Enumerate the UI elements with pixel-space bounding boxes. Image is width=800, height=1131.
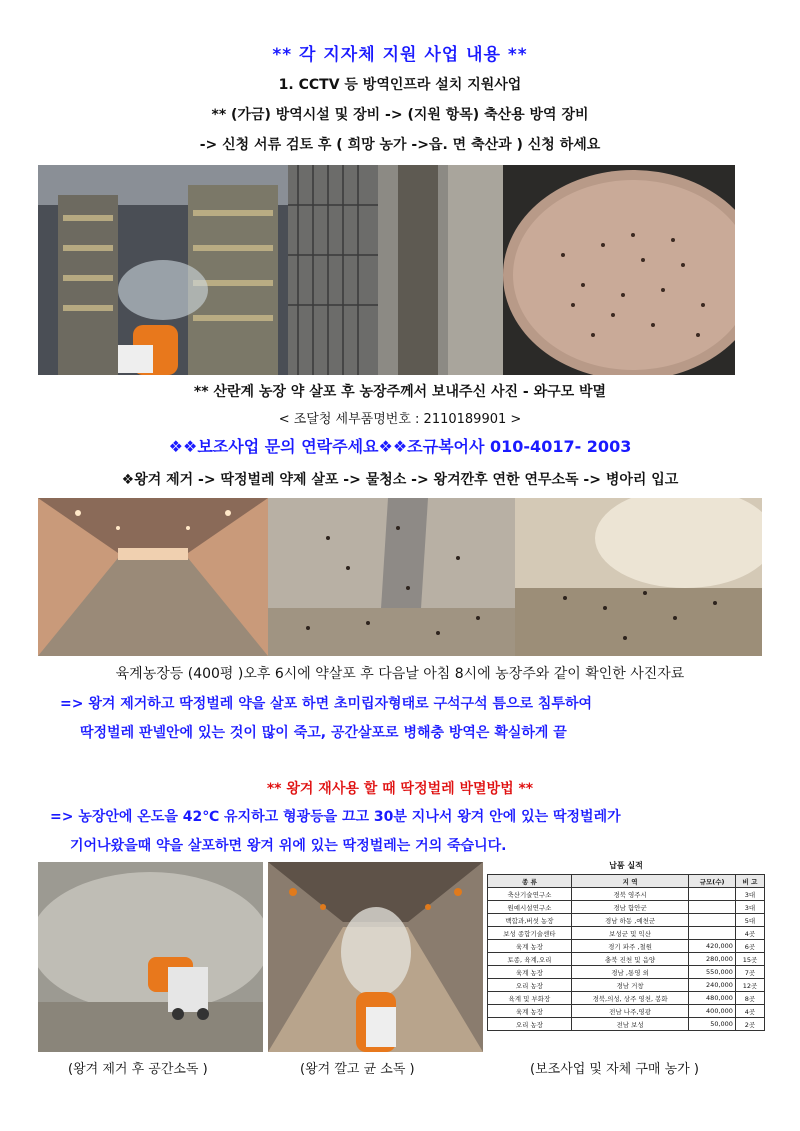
photo-cage-spraying <box>38 165 288 375</box>
table-row <box>488 1005 765 1018</box>
sales-table <box>487 874 765 1031</box>
table-row <box>488 901 765 914</box>
table-cell: 5대 <box>735 914 764 927</box>
table-cell: 15곳 <box>735 953 764 966</box>
photo-cage-mites <box>288 165 503 375</box>
table-cell: 50,000 <box>689 1018 736 1031</box>
table-row <box>488 979 765 992</box>
caption-bedding-disinfection: (왕겨 깔고 균 소독 ) <box>300 1062 415 1077</box>
table-cell: 육계 및 부화장 <box>488 992 572 1005</box>
table-body <box>488 888 765 1031</box>
table-row <box>488 888 765 901</box>
table-cell: 400,000 <box>689 1005 736 1018</box>
table-cell: 보성 종합기술센타 <box>488 927 572 940</box>
table-cell: 원예시설연구소 <box>488 901 572 914</box>
table-cell: 토종, 육계,오리 <box>488 953 572 966</box>
caption-space-disinfection: (왕겨 제거 후 공간소독 ) <box>68 1062 208 1077</box>
table-header-cell: 비 고 <box>735 875 764 888</box>
table-cell: 경남 거창 <box>571 979 688 992</box>
table-cell: 7곳 <box>735 966 764 979</box>
table-cell: 420,000 <box>689 940 736 953</box>
method-line-2: 기어나왔을때 약을 살포하면 왕겨 위에 있는 딱정벌레는 거의 죽습니다. <box>70 838 507 854</box>
table-cell: 2곳 <box>735 1018 764 1031</box>
table-row <box>488 927 765 940</box>
broiler-farm-description: 육계농장등 (400평 )오후 6시에 약살포 후 다음날 아침 8시에 농장주와 같이 확인한 사진자료 <box>115 666 685 682</box>
page-title: ** 각 지자체 지원 사업 내용 ** <box>272 45 528 65</box>
photo-caption-layer-farm: ** 산란계 농장 약 살포 후 농장주께서 보내주신 사진 - 와구모 박멸 <box>193 384 607 400</box>
application-instructions: -> 신청 서류 검토 후 ( 희망 농가 ->읍. 면 축산과 ) 신청 하세요 <box>199 137 601 153</box>
caption-purchasing-farms: (보조사업 및 자체 구매 농가 ) <box>530 1062 699 1077</box>
table-cell: 축산기술연구소 <box>488 888 572 901</box>
table-cell: 4곳 <box>735 927 764 940</box>
table-cell: 4곳 <box>735 1005 764 1018</box>
table-row <box>488 953 765 966</box>
table-cell <box>689 927 736 940</box>
method-line-1: => 농장안에 온도을 42℃ 유지하고 형광등을 끄고 30분 지나서 왕겨 안에 있는 딱정벌레가 <box>50 809 621 825</box>
table-cell: 경기 파주 ,철원 <box>571 940 688 953</box>
method-heading: ** 왕겨 재사용 할 때 딱정벌레 박멸방법 ** <box>266 781 534 797</box>
table-cell: 8곳 <box>735 992 764 1005</box>
table-cell: 경남 하동 ,예천군 <box>571 914 688 927</box>
process-steps: ❖왕겨 제거 -> 딱정벌레 약제 살포 -> 물청소 -> 왕겨깐후 연한 연무소독 -> 병아리 입고 <box>121 472 679 488</box>
sales-record-table <box>487 860 765 1050</box>
table-cell: 경남 ,통영 외 <box>571 966 688 979</box>
table-cell: 육계 농장 <box>488 966 572 979</box>
result-line-2: 딱정벌레 판넬안에 있는 것이 많이 죽고, 공간살포로 병해충 방역은 확실하게 끝 <box>80 725 567 741</box>
table-cell: 280,000 <box>689 953 736 966</box>
table-cell: 경북 영주시 <box>571 888 688 901</box>
table-cell <box>689 901 736 914</box>
table-cell: 3대 <box>735 901 764 914</box>
photo-space-disinfection <box>38 862 263 1052</box>
table-cell: 충북 진천 및 음양 <box>571 953 688 966</box>
table-cell: 240,000 <box>689 979 736 992</box>
table-row <box>488 940 765 953</box>
table-cell: 480,000 <box>689 992 736 1005</box>
table-cell: 12곳 <box>735 979 764 992</box>
sales-table-title: 납품 실적 <box>609 861 643 870</box>
table-row <box>488 992 765 1005</box>
table-cell: 전남 보성 <box>571 1018 688 1031</box>
photo-dead-mites-dish <box>503 165 735 375</box>
table-cell <box>689 888 736 901</box>
photo-bedding-disinfection <box>268 862 483 1052</box>
table-cell: 6곳 <box>735 940 764 953</box>
table-cell: 오리 농장 <box>488 979 572 992</box>
procurement-number: < 조달청 세부품명번호 : 2110189901 > <box>278 412 522 427</box>
table-header-cell: 규모(수) <box>689 875 736 888</box>
table-row <box>488 966 765 979</box>
photo-broiler-house <box>38 498 268 656</box>
table-cell: 경북,의성, 상주 영천, 봉화 <box>571 992 688 1005</box>
table-header-row <box>488 875 765 888</box>
table-header-cell: 지 역 <box>571 875 688 888</box>
table-cell: 보성군 및 익산 <box>571 927 688 940</box>
result-line-1: => 왕겨 제거하고 딱정벌레 약을 살포 하면 초미립자형태로 구석구석 틈으로 침투하여 <box>60 696 593 712</box>
table-cell: 3대 <box>735 888 764 901</box>
table-cell: 육계 농장 <box>488 940 572 953</box>
table-cell: 550,000 <box>689 966 736 979</box>
table-cell: 육계 농장 <box>488 1005 572 1018</box>
table-header-cell: 종 류 <box>488 875 572 888</box>
table-cell <box>689 914 736 927</box>
table-row <box>488 914 765 927</box>
support-items-line: ** (가금) 방역시설 및 장비 -> (지원 항목) 축산용 방역 장비 <box>211 107 589 123</box>
contact-info: ❖❖보조사업 문의 연락주세요❖❖조규복어사 010-4017- 2003 <box>168 437 632 456</box>
photo-beetles-insulation <box>515 498 762 656</box>
table-row <box>488 1018 765 1031</box>
table-cell: 전남 나주,영광 <box>571 1005 688 1018</box>
table-cell: 경남 함안군 <box>571 901 688 914</box>
table-cell: 오리 농장 <box>488 1018 572 1031</box>
photo-beetles-panel <box>268 498 515 656</box>
table-cell: 백합과,버섯 농장 <box>488 914 572 927</box>
section-subtitle: 1. CCTV 등 방역인프라 설치 지원사업 <box>278 77 522 93</box>
